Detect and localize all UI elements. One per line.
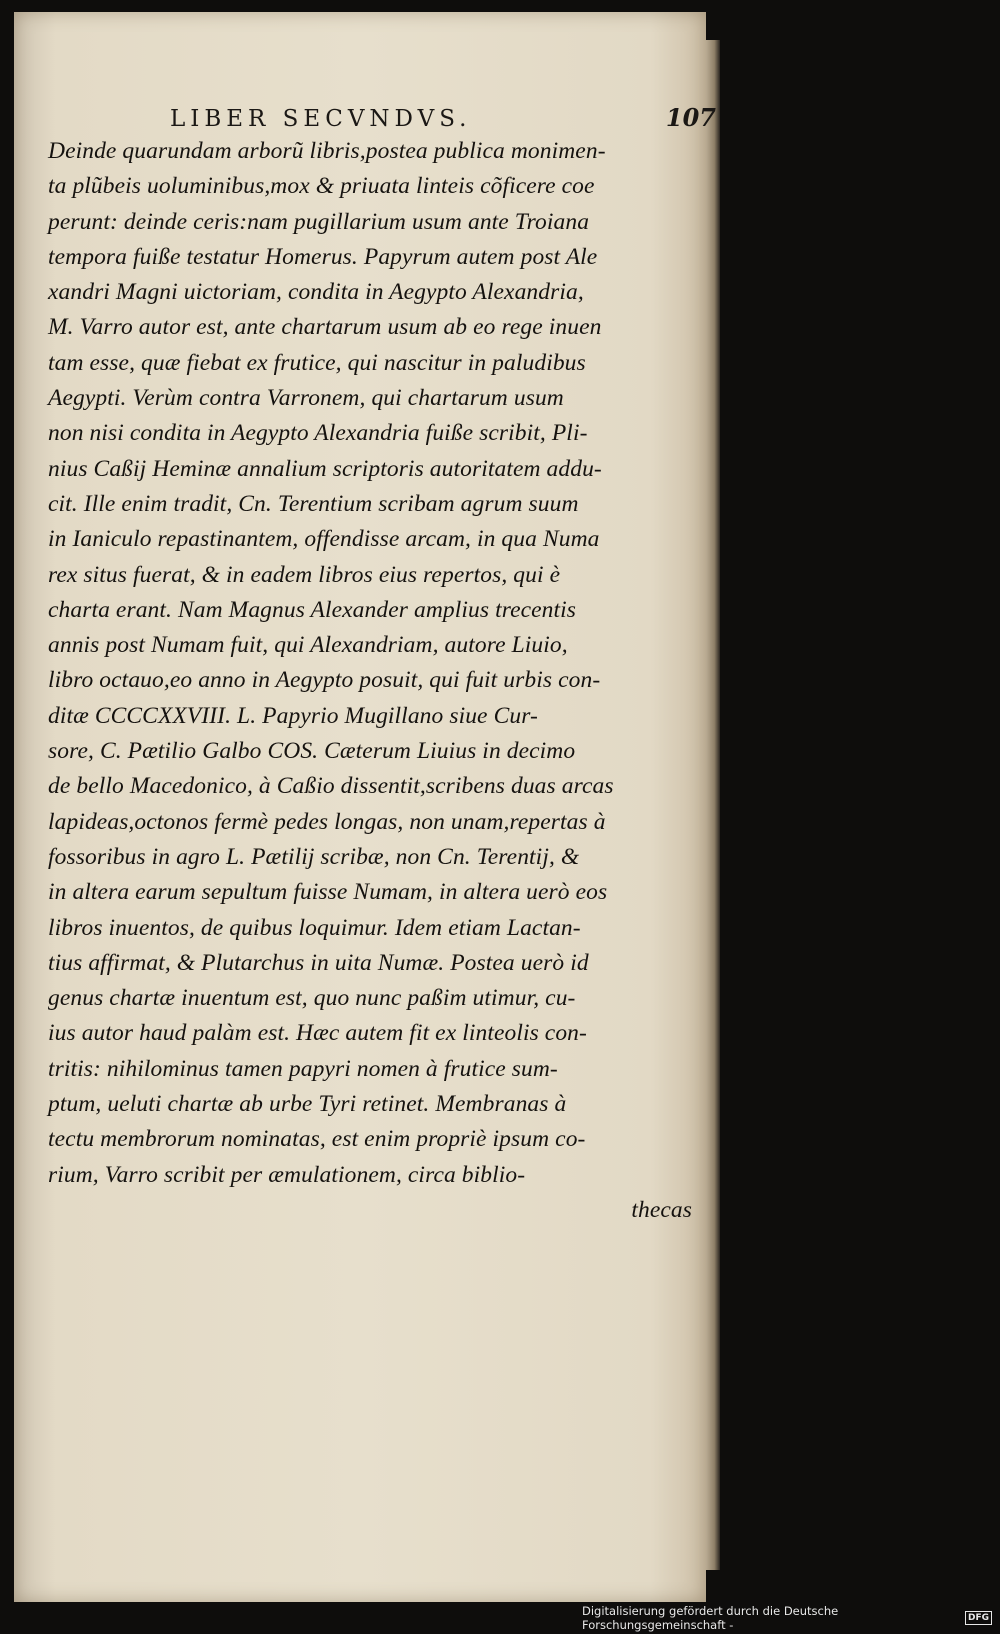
text-line: Deinde quarundam arborũ libris,postea publica monimen-	[48, 138, 606, 164]
text-line: lapideas,octonos fermè pedes longas, non unam,repertas à	[48, 808, 606, 835]
text-line: tritis: nihilominus tamen papyri nomen à frutice sum-	[48, 1055, 558, 1082]
digitization-credit	[582, 1604, 992, 1632]
credit-text: Digitalisierung gefördert durch die Deutsche Forschungsgemeinschaft -	[582, 1604, 839, 1632]
running-head	[170, 103, 716, 132]
text-line: in altera earum sepultum fuisse Numam, in altera uerò eos	[48, 879, 608, 906]
text-line: rium, Varro scribit per æmulationem, circa biblio-	[48, 1161, 526, 1188]
text-line: in Ianiculo repastinantem, offendisse arcam, in qua Numa	[48, 526, 600, 553]
text-line: libro octauo,eo anno in Aegypto posuit, qui fuit urbis con-	[48, 667, 601, 694]
text-line: libros inuentos, de quibus loquimur. Idem etiam Lactan-	[48, 914, 581, 941]
body-text	[48, 134, 698, 1228]
text-line: genus chartæ inuentum est, quo nunc paßim utimur, cu-	[48, 985, 576, 1012]
text-line: sore, C. Pætilio Galbo COS. Cæterum Liuius in decimo	[48, 738, 576, 765]
page-number: 107	[665, 103, 716, 132]
text-line: ta plũbeis uoluminibus,mox & priuata linteis cõficere coe	[48, 173, 595, 200]
running-head-title: LIBER SECVNDVS.	[170, 106, 472, 132]
text-line: fossoribus in agro L. Pætilij scribæ, non Cn. Terentij, &	[48, 843, 580, 870]
text-line: non nisi condita in Aegypto Alexandria fuiße scribit, Pli-	[48, 420, 588, 447]
text-line: M. Varro autor est, ante chartarum usum ab eo rege inuen	[48, 314, 602, 341]
text-line: tius affirmat, & Plutarchus in uita Numæ. Postea uerò id	[48, 949, 589, 976]
text-line: tectu membrorum nominatas, est enim propriè ipsum co-	[48, 1126, 586, 1153]
catchword: thecas	[631, 1196, 692, 1223]
text-line: rex situs fuerat, & in eadem libros eius repertos, qui è	[48, 561, 561, 588]
text-line: charta erant. Nam Magnus Alexander amplius trecentis	[48, 596, 577, 623]
text-line: perunt: deinde ceris:nam pugillarium usum ante Troiana	[48, 208, 590, 235]
text-line: ditæ CCCCXXVIII. L. Papyrio Mugillano siue Cur-	[48, 702, 538, 729]
text-line: Aegypti. Verùm contra Varronem, qui chartarum usum	[48, 385, 564, 412]
text-line: de bello Macedonico, à Caßio dissentit,scribens duas arcas	[48, 773, 614, 800]
dfg-logo: DFG	[965, 1611, 992, 1625]
text-line: annis post Numam fuit, qui Alexandriam, autore Liuio,	[48, 632, 568, 659]
text-line: xandri Magni uictoriam, condita in Aegypto Alexandria,	[48, 279, 584, 306]
text-line: cit. Ille enim tradit, Cn. Terentium scribam agrum suum	[48, 490, 579, 517]
text-line: nius Caßij Heminæ annalium scriptoris autoritatem addu-	[48, 455, 602, 482]
text-line: tempora fuiße testatur Homerus. Papyrum autem post Ale	[48, 243, 598, 270]
text-line: ius autor haud palàm est. Hæc autem fit ex linteolis con-	[48, 1020, 587, 1047]
text-line: ptum, ueluti chartæ ab urbe Tyri retinet. Membranas à	[48, 1091, 567, 1118]
text-line: tam esse, quæ fiebat ex frutice, qui nascitur in paludibus	[48, 349, 586, 376]
page-fore-edge	[706, 40, 720, 1570]
